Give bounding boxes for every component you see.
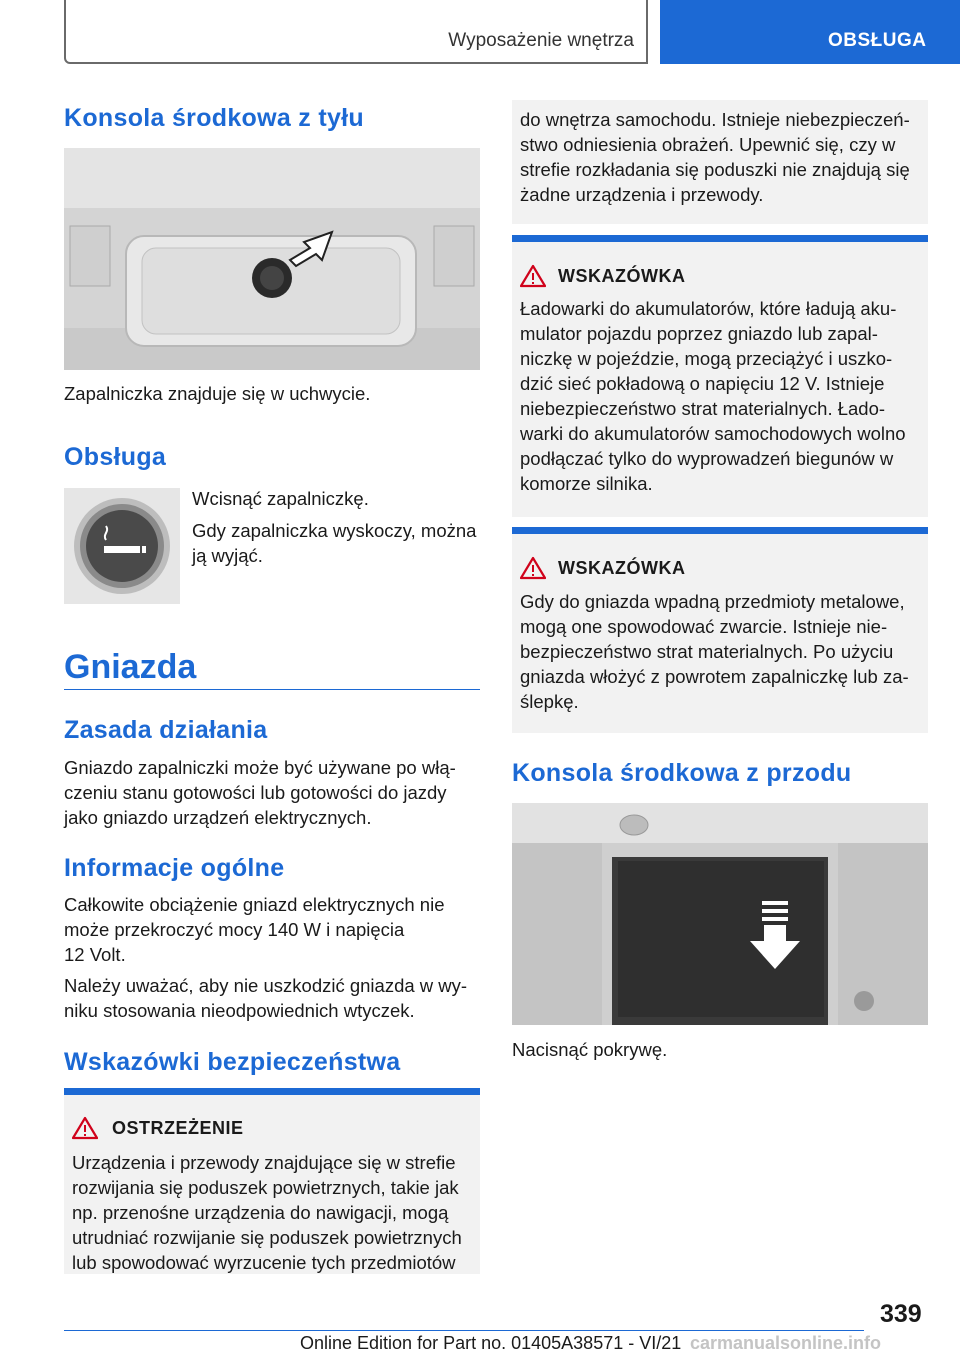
page-number: 339 — [880, 1300, 922, 1328]
warning-line3: np. przenośne urządzenia do nawigacji, mogą — [72, 1202, 449, 1223]
warning-triangle-icon — [520, 556, 546, 580]
sockets-heading: Gniazda — [64, 648, 197, 686]
lighter-photo — [64, 488, 180, 604]
cigarette-lighter-icon — [64, 488, 180, 604]
operation-step-2-line1: Gdy zapalniczka wyskoczy, można — [192, 520, 477, 541]
front-console-heading: Konsola środkowa z przodu — [512, 759, 852, 787]
principle-heading: Zasada działania — [64, 716, 268, 744]
footer-edition: Online Edition for Part no. 01405A38571 - VI/21 — [300, 1333, 682, 1353]
warning-triangle-icon — [520, 264, 546, 288]
sockets-heading-rule — [64, 689, 480, 690]
warning-bar — [64, 1088, 480, 1095]
note1-line3: niczkę w pojeździe, mogą przeciążyć i uszko- — [520, 348, 893, 369]
general-line4: Należy uważać, aby nie uszkodzić gniazda w wy- — [64, 975, 468, 996]
note1-line5: niebezpieczeństwo strat materialnych. Łado- — [520, 398, 886, 419]
warning-triangle-icon — [72, 1116, 98, 1140]
note2-line3: bezpieczeństwo strat materialnych. Po użyciu — [520, 641, 894, 662]
safety-heading: Wskazówki bezpieczeństwa — [64, 1048, 401, 1076]
note1-line6: warki do akumulatorów samochodowych wolno — [520, 423, 906, 444]
note2-line5: ślepkę. — [520, 691, 579, 712]
general-line5: niku stosowania nieodpowiednich wtyczek. — [64, 1000, 415, 1021]
note1-line4: dzić sieć pokładową o napięciu 12 V. Istnieje — [520, 373, 885, 394]
note1-bar — [512, 235, 928, 242]
note1-line1: Ładowarki do akumulatorów, które ładują aku- — [520, 298, 897, 319]
warning-line2: rozwijania się poduszek powietrznych, takie jak — [72, 1177, 459, 1198]
header-chapter-tab — [660, 0, 960, 64]
warning-cont-line2: stwo odniesienia obrażeń. Upewnić się, czy w — [520, 134, 896, 155]
note2-line2: mogą one spowodować zwarcie. Istnieje nie- — [520, 616, 888, 637]
warning-cont-line4: żadne urządzenia i przewody. — [520, 184, 764, 205]
rear-console-heading: Konsola środkowa z tyłu — [64, 104, 365, 132]
general-line3: 12 Volt. — [64, 944, 126, 965]
warning-line5: lub spowodować wyrzucenie tych przedmiotów — [72, 1252, 456, 1273]
warning-line4: utrudniać rozwijanie się poduszek powietrznych — [72, 1227, 462, 1248]
warning-cont-line1: do wnętrza samochodu. Istnieje niebezpieczeń- — [520, 109, 910, 130]
footer-rule — [64, 1330, 864, 1331]
front-console-illustration — [512, 803, 928, 1025]
principle-line3: jako gniazdo urządzeń elektrycznych. — [64, 807, 372, 828]
principle-line2: czeniu stanu gotowości lub gotowości do jazdy — [64, 782, 447, 803]
note2-line4: gniazda włożyć z powrotem zapalniczkę lub za- — [520, 666, 909, 687]
principle-line1: Gniazdo zapalniczki może być używane po włą- — [64, 757, 456, 778]
warning-line1: Urządzenia i przewody znajdujące się w strefie — [72, 1152, 456, 1173]
note2-line1: Gdy do gniazda wpadną przedmioty metalowe, — [520, 591, 905, 612]
front-console-photo — [512, 803, 928, 1025]
header-chapter-label: OBSŁUGA — [828, 30, 927, 51]
footer-watermark: carmanualsonline.info — [690, 1333, 882, 1353]
general-heading: Informacje ogólne — [64, 854, 285, 882]
operation-heading: Obsługa — [64, 443, 167, 471]
note1-title: WSKAZÓWKA — [558, 266, 686, 286]
note2-bar — [512, 527, 928, 534]
front-console-caption: Nacisnąć pokrywę. — [512, 1039, 668, 1060]
header-section-tab — [64, 0, 648, 64]
rear-console-illustration — [64, 148, 480, 370]
general-line2: może przekroczyć mocy 140 W i napięcia — [64, 919, 405, 940]
warning-cont-line3: strefie rozkładania się poduszki nie znajdują się — [520, 159, 910, 180]
header-section-label: Wyposażenie wnętrza — [448, 30, 634, 51]
rear-console-photo — [64, 148, 480, 370]
operation-step-1: Wcisnąć zapalniczkę. — [192, 488, 369, 509]
note1-line7: podłączać tylko do wyprowadzeń biegunów w — [520, 448, 894, 469]
note1-line8: komorze silnika. — [520, 473, 653, 494]
operation-step-2-line2: ją wyjąć. — [192, 545, 263, 566]
rear-console-caption: Zapalniczka znajduje się w uchwycie. — [64, 383, 371, 404]
note2-title: WSKAZÓWKA — [558, 558, 686, 578]
general-line1: Całkowite obciążenie gniazd elektrycznych nie — [64, 894, 445, 915]
note1-line2: mulator pojazdu poprzez gniazdo lub zapal- — [520, 323, 878, 344]
warning-title: OSTRZEŻENIE — [112, 1118, 244, 1138]
